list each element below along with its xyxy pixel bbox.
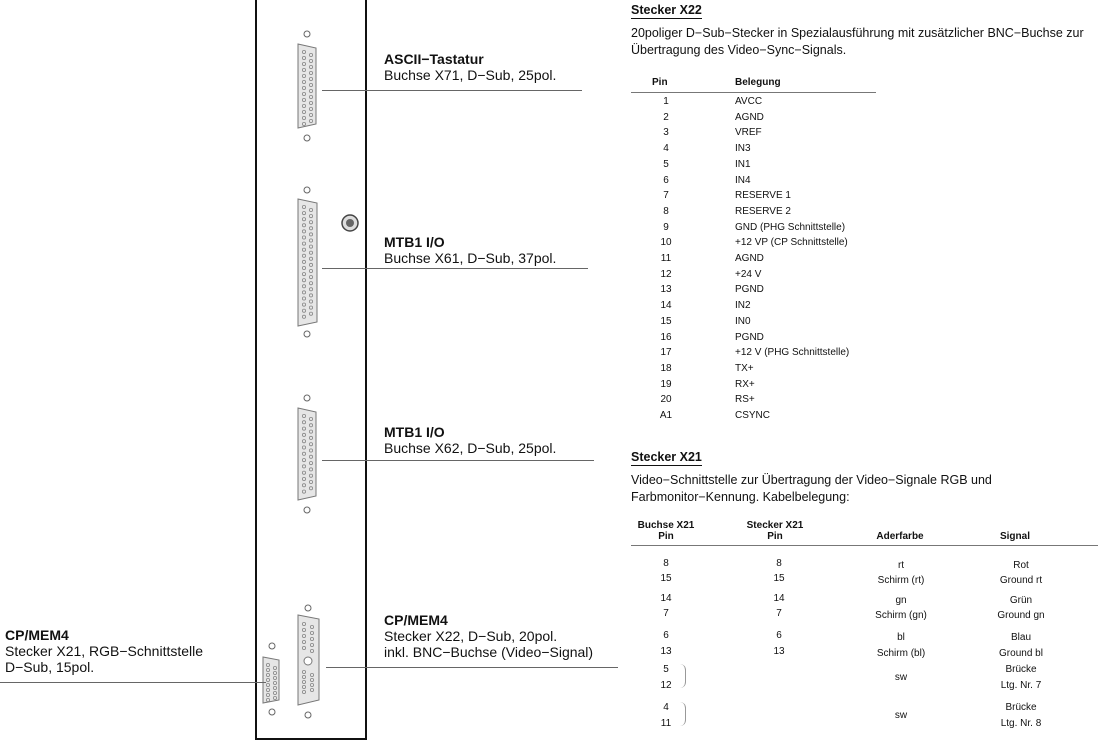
- connector-x61: [298, 187, 358, 337]
- pin-assignment: RS+: [735, 394, 755, 406]
- label-title: CP/MEM4: [5, 627, 69, 643]
- pin-number: 4: [663, 143, 669, 155]
- label-text: Stecker X22, D−Sub, 20pol.: [384, 628, 558, 644]
- label-title: CP/MEM4: [384, 612, 448, 628]
- leader-line-x22: [326, 667, 618, 668]
- pin-number: 19: [660, 378, 672, 390]
- pin-assignment: AGND: [735, 253, 764, 264]
- leader-line-x21: [0, 682, 266, 683]
- stecker-pin: 8: [776, 558, 782, 569]
- pin-assignment: PGND: [735, 284, 764, 296]
- aderfarbe: bl: [897, 632, 905, 643]
- aderfarbe: Schirm (rt): [877, 575, 925, 586]
- pin-assignment: RESERVE 2: [735, 205, 791, 217]
- label-text: D−Sub, 15pol.: [5, 659, 95, 675]
- pin-assignment: RESERVE 1: [735, 190, 791, 202]
- pin-number: 12: [660, 268, 672, 280]
- label-text: Buchse X61, D−Sub, 37pol.: [384, 250, 557, 266]
- x22-description: 20poliger D−Sub−Stecker in Spezialausführung mit zusätzlicher BNC−Buchse zur Übertragung des Video−Sync−Signals.: [631, 26, 1084, 57]
- leader-line-x62: [322, 460, 594, 461]
- label-text: Stecker X21, RGB−Schnittstelle: [5, 643, 204, 659]
- stecker-pin: 6: [776, 630, 782, 641]
- pin-assignment: IN0: [735, 315, 751, 327]
- buchse-pin: 11: [660, 718, 672, 729]
- pin-number: 5: [663, 158, 669, 170]
- signal: Blau: [1010, 632, 1031, 643]
- pin-number: 7: [663, 190, 669, 202]
- x21-cable-table: [631, 0, 1101, 749]
- aderfarbe: gn: [895, 595, 907, 606]
- pin-number: 11: [660, 253, 672, 264]
- aderfarbe: Schirm (bl): [876, 648, 926, 659]
- x21-col-stecker-line2: Pin: [767, 531, 783, 542]
- pin-assignment: +12 V (PHG Schnittstelle): [735, 347, 850, 359]
- buchse-pin: 5: [663, 664, 669, 675]
- pin-assignment: IN4: [735, 174, 751, 186]
- aderfarbe: sw: [894, 710, 908, 721]
- pin-assignment: IN1: [735, 158, 751, 170]
- pin-assignment: VREF: [735, 127, 762, 139]
- connector-x71: [298, 31, 316, 141]
- pin-number: 13: [660, 284, 672, 296]
- buchse-pin: 13: [660, 646, 672, 657]
- signal: Grün: [1009, 595, 1033, 606]
- label-x62: [384, 424, 556, 456]
- pin-number: 6: [663, 174, 669, 186]
- pin-assignment: AGND: [735, 111, 764, 123]
- connector-panel-drawing: [255, 0, 367, 740]
- signal: Ground rt: [999, 575, 1043, 586]
- pin-assignment: CSYNC: [735, 410, 771, 421]
- x21-col-aderfarbe: Aderfarbe: [876, 531, 924, 542]
- signal: Ltg. Nr. 8: [1000, 718, 1042, 729]
- connector-x22: [298, 605, 319, 718]
- label-title: MTB1 I/O: [384, 424, 445, 440]
- aderfarbe: rt: [897, 560, 905, 571]
- pin-number: 8: [663, 205, 669, 217]
- pin-number: 1: [663, 96, 669, 107]
- label-text: Buchse X62, D−Sub, 25pol.: [384, 440, 557, 456]
- buchse-pin: 12: [660, 680, 672, 691]
- buchse-pin: 14: [660, 593, 672, 604]
- buchse-pin: 8: [663, 558, 669, 569]
- label-x21: [5, 627, 203, 675]
- x21-col-signal: Signal: [999, 531, 1030, 542]
- signal: Brücke: [1005, 664, 1037, 675]
- pin-number: 9: [663, 221, 669, 233]
- pin-number: 14: [660, 300, 672, 312]
- pin-number: 18: [660, 362, 672, 374]
- label-title: MTB1 I/O: [384, 234, 445, 250]
- label-text: inkl. BNC−Buchse (Video−Signal): [384, 644, 594, 660]
- leader-line-x61: [322, 268, 588, 269]
- stecker-pin: 15: [773, 573, 785, 584]
- pin-number: 3: [663, 127, 669, 139]
- signal: Ltg. Nr. 7: [1000, 680, 1042, 691]
- label-x71: [384, 51, 556, 83]
- buchse-pin: 7: [663, 608, 669, 619]
- leader-line-x71: [322, 90, 582, 91]
- pin-assignment: IN3: [735, 143, 751, 155]
- pin-assignment: PGND: [735, 331, 764, 343]
- pin-number: 2: [663, 111, 669, 123]
- label-text: Buchse X71, D−Sub, 25pol.: [384, 67, 557, 83]
- label-x22: [384, 612, 593, 660]
- pin-assignment: TX+: [735, 362, 754, 374]
- pin-assignment: RX+: [735, 378, 755, 390]
- pin-assignment: +24 V: [735, 268, 762, 280]
- pin-number: 17: [660, 347, 672, 359]
- stecker-pin: 13: [773, 646, 785, 657]
- x21-col-buchse-line2: Pin: [658, 531, 674, 542]
- connector-x62: [298, 395, 316, 513]
- buchse-pin: 15: [660, 573, 672, 584]
- x21-col-buchse-line1: Buchse X21: [637, 520, 695, 531]
- signal: Rot: [1013, 560, 1029, 571]
- x21-heading: Stecker X21: [631, 450, 702, 464]
- pin-assignment: AVCC: [735, 96, 763, 107]
- signal: Ground bl: [999, 648, 1043, 659]
- label-x61: [384, 234, 556, 266]
- signal: Ground gn: [997, 610, 1045, 621]
- x21-col-stecker-line1: Stecker X21: [746, 520, 804, 531]
- label-title: ASCII−Tastatur: [384, 51, 484, 67]
- buchse-pin: 4: [663, 702, 669, 713]
- bridge-brace: [679, 702, 686, 726]
- pin-number: 16: [660, 331, 672, 343]
- pin-number: 20: [660, 394, 672, 406]
- x22-col-belegung: Belegung: [735, 77, 781, 88]
- x21-description: Video−Schnittstelle zur Übertragung der Video−Signale RGB und Farbmonitor−Kennung. Kabelbelegung:: [631, 473, 992, 504]
- stecker-pin: 14: [773, 593, 785, 604]
- pin-number: A1: [659, 410, 673, 421]
- pin-assignment: GND (PHG Schnittstelle): [735, 221, 846, 233]
- pin-assignment: +12 VP (CP Schnittstelle): [735, 237, 848, 249]
- aderfarbe: sw: [894, 672, 908, 683]
- signal: Brücke: [1005, 702, 1037, 713]
- pin-assignment: IN2: [735, 300, 751, 312]
- pin-number: 15: [660, 315, 672, 327]
- x22-col-pin: Pin: [652, 77, 668, 88]
- pin-number: 10: [660, 237, 672, 249]
- aderfarbe: Schirm (gn): [875, 610, 927, 621]
- stecker-pin: 7: [776, 608, 782, 619]
- bridge-brace: [679, 664, 686, 688]
- x22-heading: Stecker X22: [631, 3, 702, 17]
- connector-x21: [263, 643, 279, 715]
- buchse-pin: 6: [663, 630, 669, 641]
